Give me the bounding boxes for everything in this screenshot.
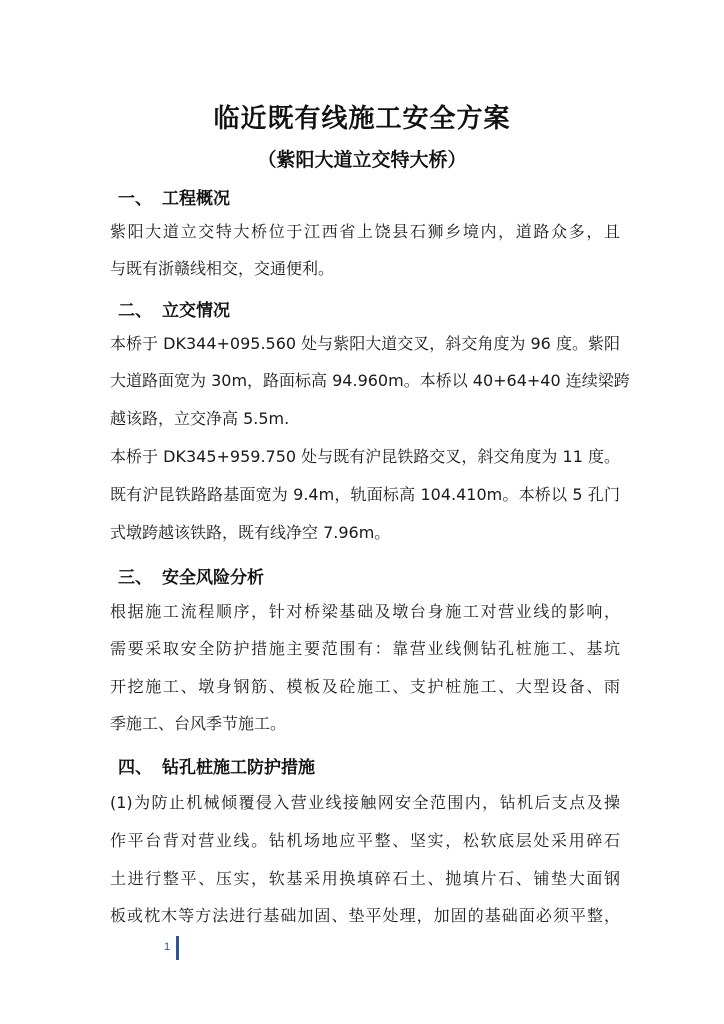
section-number: 三、 [118, 568, 152, 588]
section-title: 安全风险分析 [162, 568, 264, 588]
page-number-divider [176, 936, 179, 960]
paragraph-line: 既有沪昆铁路路基面宽为 9.4m，轨面标高 104.410m。本桥以 5 孔门 [110, 485, 620, 504]
paragraph-line: 本桥于 DK345+959.750 处与既有沪昆铁路交叉，斜交角度为 11 度。 [110, 447, 620, 466]
page-number: 1 [164, 941, 171, 953]
section-title: 立交情况 [162, 301, 230, 321]
paragraph-line: 式墩跨越该铁路，既有线净空 7.96m。 [110, 523, 391, 542]
paragraph-line: 大道路面宽为 30m，路面标高 94.960m。本桥以 40+64+40 连续梁跨 [110, 371, 630, 390]
document-subtitle: （紫阳大道立交特大桥） [257, 149, 467, 171]
section-heading [118, 753, 315, 778]
paragraph-line: 需要采取安全防护措施主要范围有：靠营业线侧钻孔桩施工、基坑 [110, 639, 620, 658]
document-title: 临近既有线施工安全方案 [213, 104, 511, 134]
paragraph-line: 土进行整平、压实，软基采用换填碎石土、抛填片石、铺垫大面钢 [110, 869, 620, 888]
section-number: 四、 [118, 758, 152, 778]
section-heading [118, 563, 264, 588]
section-number: 二、 [118, 301, 152, 321]
paragraph-line: 越该路，立交净高 5.5m. [110, 409, 290, 428]
paragraph-line: 本桥于 DK344+095.560 处与紫阳大道交叉，斜交角度为 96 度。紫阳 [110, 334, 620, 353]
paragraph-line: 与既有浙赣线相交，交通便利。 [110, 259, 335, 278]
paragraph-line: 作平台背对营业线。钻机场地应平整、坚实，松软底层处采用碎石 [110, 831, 620, 850]
paragraph-line: (1)为防止机械倾覆侵入营业线接触网安全范围内，钻机后支点及操 [110, 793, 620, 812]
paragraph-line: 根据施工流程顺序，针对桥梁基础及墩台身施工对营业线的影响， [110, 602, 620, 621]
section-number: 一、 [118, 189, 152, 209]
paragraph-line: 板或枕木等方法进行基础加固、垫平处理，加固的基础面必须平整， [110, 906, 620, 925]
section-heading [118, 296, 230, 321]
paragraph-line: 紫阳大道立交特大桥位于江西省上饶县石狮乡境内，道路众多，且 [110, 222, 620, 241]
paragraph-line: 季施工、台风季节施工。 [110, 714, 287, 733]
section-title: 钻孔桩施工防护措施 [162, 758, 315, 778]
section-title: 工程概况 [162, 189, 230, 209]
section-heading [118, 184, 230, 209]
paragraph-line: 开挖施工、墩身钢筋、模板及砼施工、支护桩施工、大型设备、雨 [110, 677, 620, 696]
